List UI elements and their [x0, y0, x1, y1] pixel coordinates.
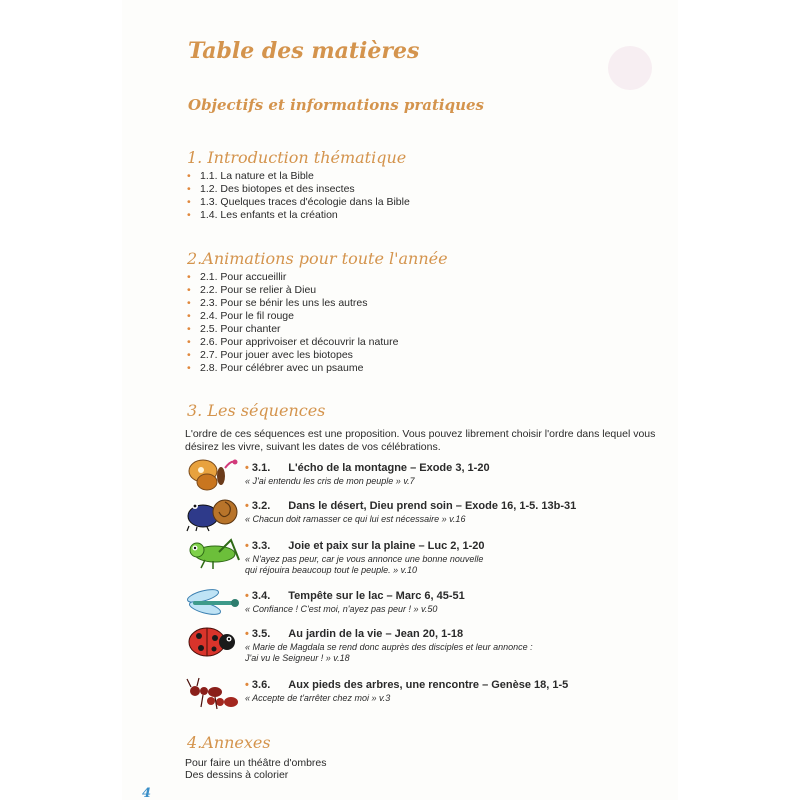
section-heading-annexes: 4.Annexes: [187, 733, 271, 752]
list-item: Pour faire un théâtre d'ombres: [185, 757, 327, 769]
sequence-heading: • 3.6. Aux pieds des arbres, une rencontre – Genèse 18, 1-5: [245, 679, 569, 691]
list-item: • 2.1. Pour accueillir: [187, 271, 287, 283]
section-heading-sequences: 3. Les séquences: [187, 401, 326, 420]
list-item: • 1.4. Les enfants et la création: [187, 209, 338, 221]
sequence-heading: • 3.3. Joie et paix sur la plaine – Luc 2, 1-20: [245, 540, 485, 552]
sequence-heading: • 3.5. Au jardin de la vie – Jean 20, 1-18: [245, 628, 464, 640]
list-item: Des dessins à colorier: [185, 769, 289, 781]
list-item: • 2.4. Pour le fil rouge: [187, 310, 294, 322]
list-item: • 1.1. La nature et la Bible: [187, 170, 314, 182]
snail-icon: [185, 494, 243, 532]
section-list-introduction: [187, 170, 410, 222]
list-item: • 2.3. Pour se bénir les uns les autres: [187, 297, 368, 309]
sequences-intro: L'ordre de ces séquences est une proposition. Vous pouvez librement choisir l'ordre dans lequel vous désirez les vivre, suivant les dates de vos célébrations.: [185, 428, 656, 453]
section-heading-introduction: 1. Introduction thématique: [187, 148, 407, 167]
list-item: • 1.2. Des biotopes et des insectes: [187, 183, 355, 195]
section-heading-animations: 2.Animations pour toute l'année: [187, 249, 448, 268]
sequence-quote: « N'ayez pas peur, car je vous annonce une bonne nouvelle qui réjouira beaucoup tout le peuple. » v.10: [245, 554, 484, 575]
list-item: • 1.3. Quelques traces d'écologie dans la Bible: [187, 196, 410, 208]
sequence-quote: « Chacun doit ramasser ce qui lui est nécessaire » v.16: [245, 514, 466, 524]
dragonfly-icon: [185, 584, 243, 622]
page-subtitle: Objectifs et informations pratiques: [188, 96, 484, 114]
sequence-heading: • 3.4. Tempête sur le lac – Marc 6, 45-51: [245, 590, 465, 602]
ants-icon: [185, 673, 243, 711]
page-number: 4: [142, 786, 152, 801]
list-item: • 2.8. Pour célébrer avec un psaume: [187, 362, 364, 374]
decorative-circle: [608, 46, 652, 90]
butterfly-icon: [185, 456, 243, 494]
sequence-item: [185, 673, 665, 717]
grasshopper-icon: [185, 534, 243, 572]
sequence-quote: « J'ai entendu les cris de mon peuple » v.7: [245, 476, 415, 486]
sequence-heading: • 3.2. Dans le désert, Dieu prend soin – Exode 16, 1-5. 13b-31: [245, 500, 577, 512]
sequence-item: [185, 494, 665, 538]
sequence-heading: • 3.1. L'écho de la montagne – Exode 3, 1-20: [245, 462, 490, 474]
sequence-quote: « Marie de Magdala se rend donc auprès des disciples et leur annonce : J'ai vu le Seigneur ! » v.18: [245, 642, 533, 663]
sequence-quote: « Accepte de t'arrêter chez moi » v.3: [245, 693, 391, 703]
list-item: • 2.2. Pour se relier à Dieu: [187, 284, 317, 296]
page-title: Table des matières: [188, 38, 420, 64]
list-item: • 2.6. Pour apprivoiser et découvrir la nature: [187, 336, 399, 348]
list-item: • 2.7. Pour jouer avec les biotopes: [187, 349, 353, 361]
section-list-animations: [187, 271, 398, 375]
sequence-item: [185, 622, 665, 666]
sequence-quote: « Confiance ! C'est moi, n'ayez pas peur ! » v.50: [245, 604, 438, 614]
sequence-item: [185, 534, 665, 578]
ladybug-icon: [185, 622, 243, 660]
list-item: • 2.5. Pour chanter: [187, 323, 281, 335]
